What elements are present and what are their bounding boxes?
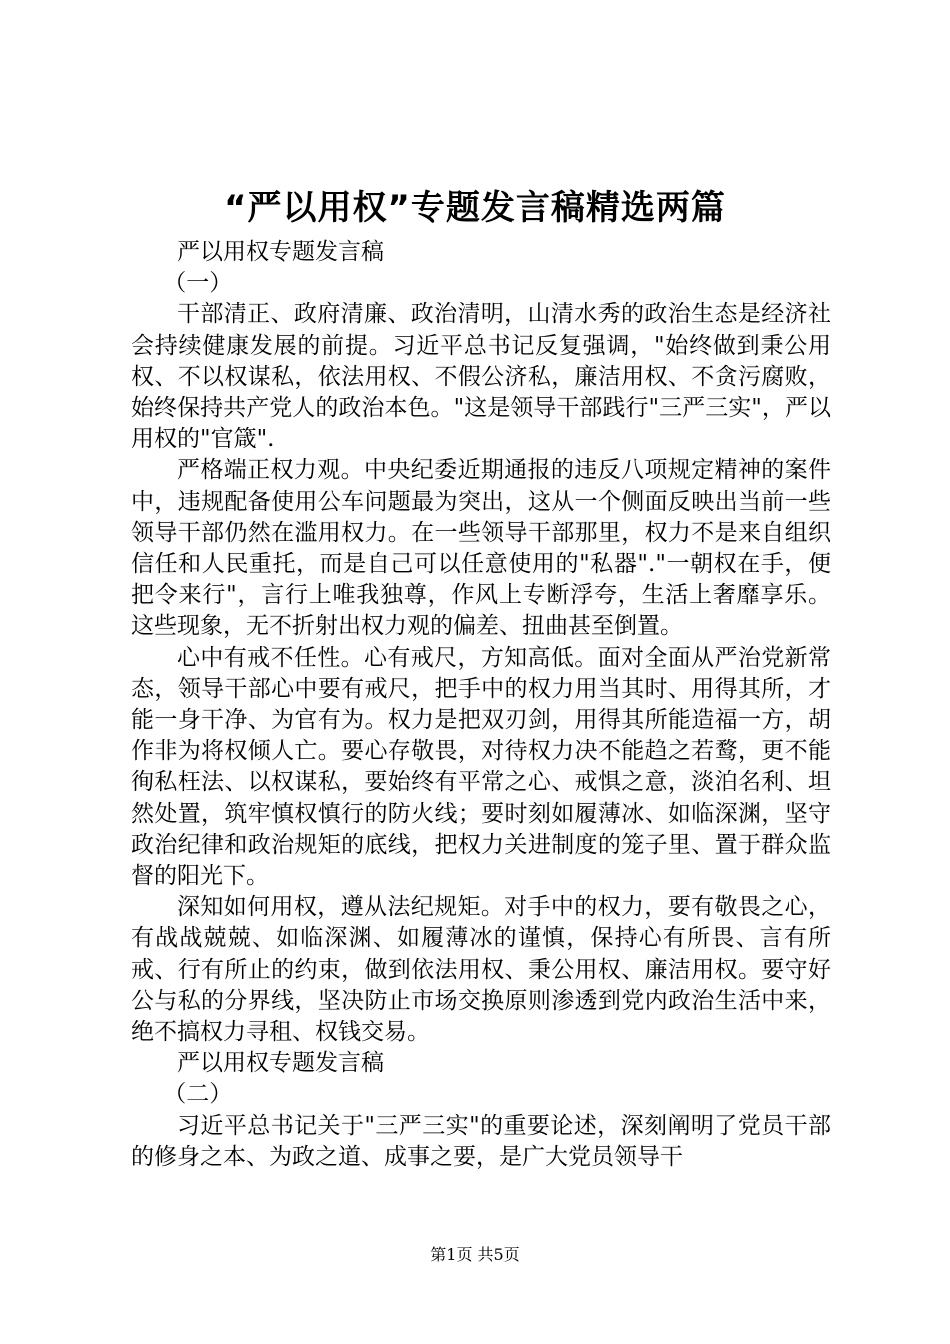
paragraph: 深知如何用权，遵从法纪规矩。对手中的权力，要有敬畏之心，有战战兢兢、如临深渊、如履薄冰的谨慎，保持心有所畏、言有所戒、行有所止的约束，做到依法用权、秉公用权、廉洁用权。要守好公与私的分界线，坚决防止市场交换原则渗透到党内政治生活中来，绝不搞权力寻租、权钱交易。 [131,894,831,1046]
paragraph: 习近平总书记关于"三严三实"的重要论述，深刻阐明了党员干部的修身之本、为政之道、成事之要，是广大党员领导干 [131,1112,831,1170]
section-heading: 严以用权专题发言稿 [177,1050,384,1077]
paragraph: 心中有戒不任性。心有戒尺，方知高低。面对全面从严治党新常态，领导干部心中要有戒尺，把手中的权力用当其时、用得其所，才能一身干净、为官有为。权力是把双刃剑，用得其所能造福一方，胡作非为将权倾人亡。要心存敬畏，对待权力决不能趋之若鹜，更不能徇私枉法、以权谋私，要始终有平常之心、戒惧之意，淡泊名利、坦然处置，筑牢慎权慎行的防火线；要时刻如履薄冰、如临深渊，坚守政治纪律和政治规矩的底线，把权力关进制度的笼子里、置于群众监督的阳光下。 [131,644,831,890]
page-footer: 第1页 共5页 [430,1245,520,1264]
paragraph: 严格端正权力观。中央纪委近期通报的违反八项规定精神的案件中，违规配备使用公车问题最为突出，这从一个侧面反映出当前一些领导干部仍然在滥用权力。在一些领导干部那里，权力不是来自组织信任和人民重托，而是自己可以任意使用的"私器"."一朝权在手，便把令来行"，言行上唯我独尊，作风上专断浮夸，生活上奢靡享乐。这些现象，无不折射出权力观的偏差、扭曲甚至倒置。 [131,457,831,640]
section-number: （二） [163,1081,233,1108]
document-body [131,237,831,1173]
section-heading: 严以用权专题发言稿 [177,239,384,265]
paragraph: 干部清正、政府清廉、政治清明，山清水秀的政治生态是经济社会持续健康发展的前提。习近平总书记反复强调，"始终做到秉公用权、不以权谋私，依法用权、不假公济私，廉洁用权、不贪污腐败，始终保持共产党人的政治本色。"这是领导干部践行"三严三实"，严以用权的"官箴". [131,301,831,453]
document-title: “严以用权”专题发言稿精选两篇 [224,188,726,228]
section-number: （一） [163,270,233,297]
